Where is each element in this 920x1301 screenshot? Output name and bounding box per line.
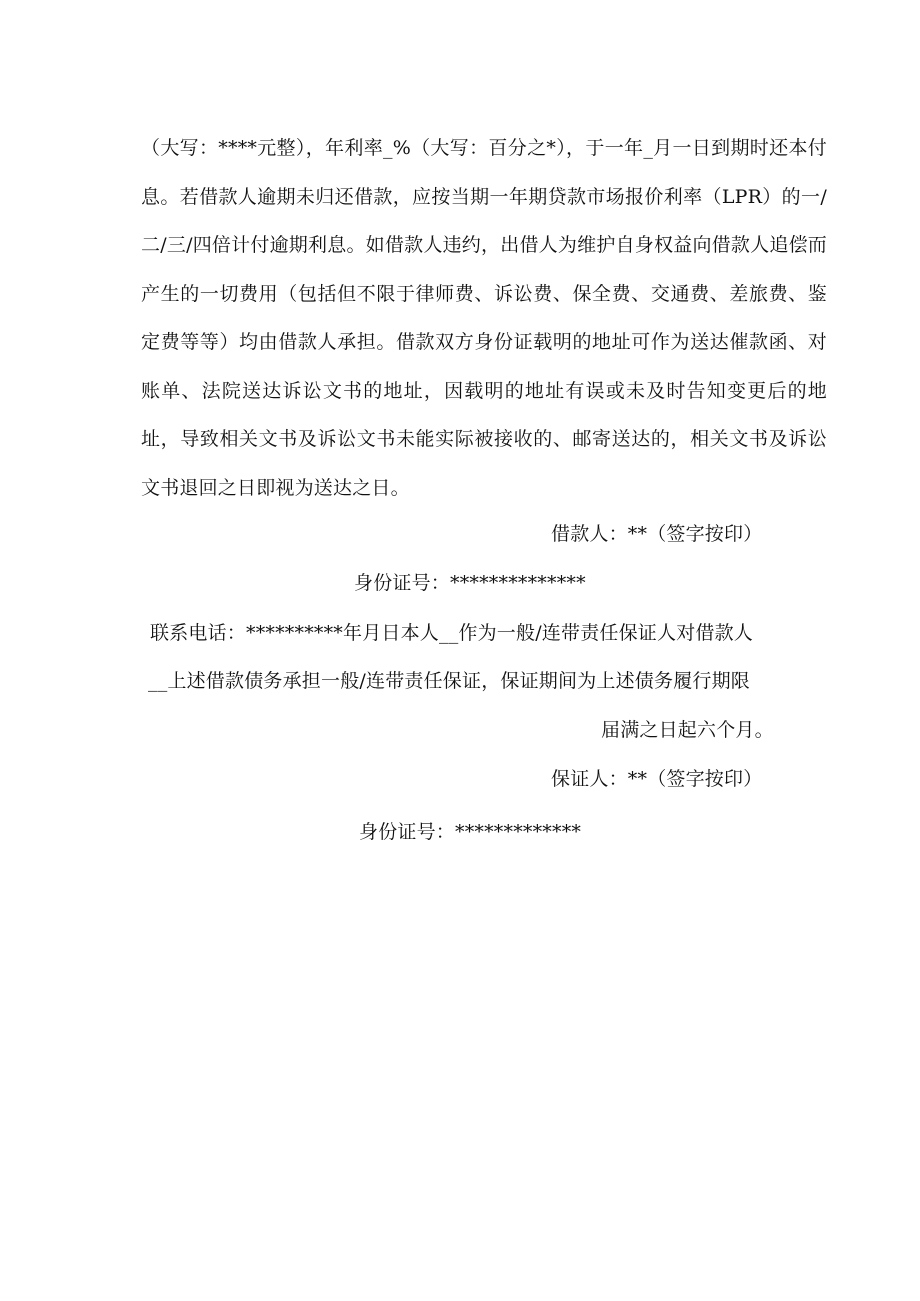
borrower-signature-line: 借款人：**（签字按印） bbox=[551, 523, 763, 545]
borrower-id-number: 身份证号：************** bbox=[354, 572, 586, 594]
guarantee-terms-line: __上述借款债务承担一般/连带责任保证，保证期间为上述债务履行期限 bbox=[148, 670, 751, 692]
guarantor-signature-line: 保证人：**（签字按印） bbox=[551, 768, 763, 790]
guarantee-period-end-line: 届满之日起六个月。 bbox=[601, 719, 774, 741]
contact-phone-guarantee-line: 联系电话：**********年月日本人__作为一般/连带责任保证人对借款人 bbox=[150, 622, 754, 644]
loan-terms-paragraph: （大写：****元整），年利率_%（大写：百分之*），于一年_月一日到期时还本付息。若借款人逾期未归还借款，应按当期一年期贷款市场报价利率（LPR）的一/二/三/四倍计付逾期利息。如借款人违约，出借人为维护自身权益向借款人追偿而产生的一切费用（包括但不限于律师费、诉讼费、保全费、交通费、差旅费、鉴定费等等）均由借款人承担。借款双方身份证载明的地址可作为送达催款函、对账单、法院送达诉讼文书的地址，因载明的地址有误或未及时告知变更后的地址，导致相关文书及诉讼文书未能实际被接收的、邮寄送达的，相关文书及诉讼文书退回之日即视为送达之日。 bbox=[141, 137, 827, 499]
guarantor-id-number: 身份证号：************* bbox=[359, 821, 582, 843]
